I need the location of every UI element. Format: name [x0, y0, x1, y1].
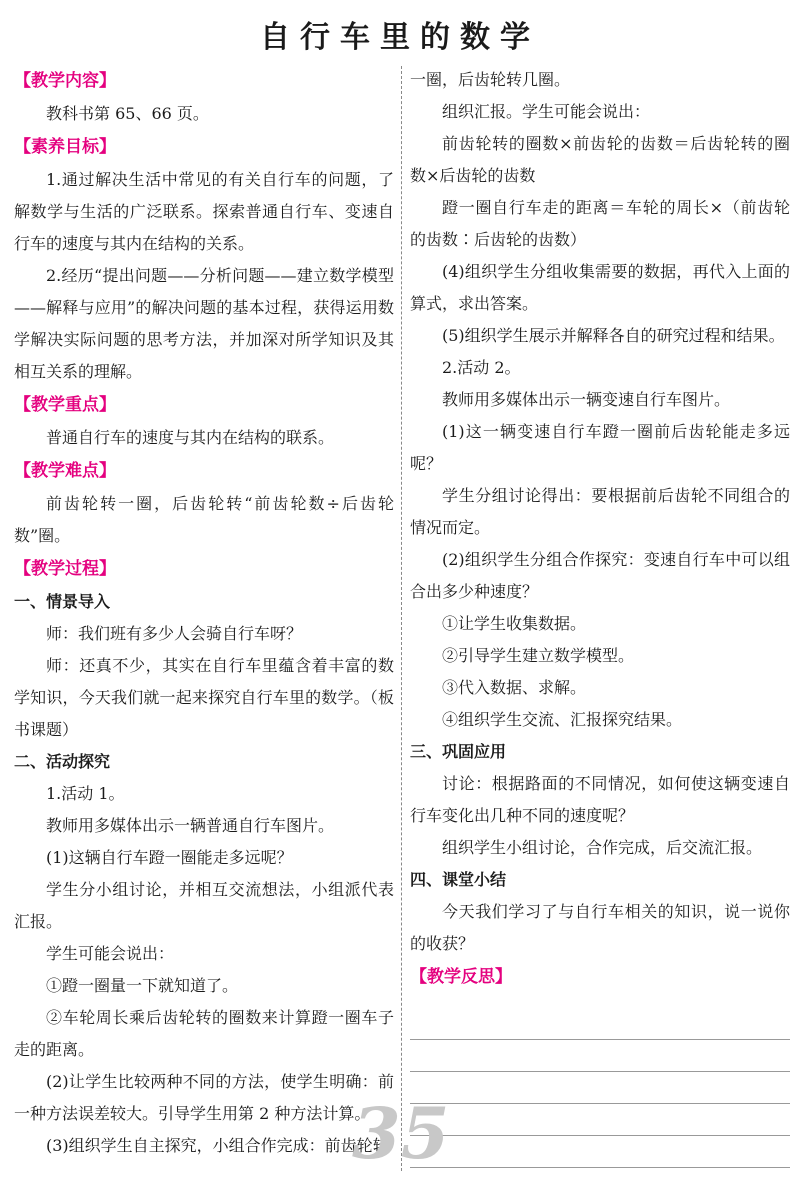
section-3-heading: 三、巩固应用: [410, 742, 507, 761]
goal-1-text: 1.通过解决生活中常见的有关自行车的问题，了解数学与生活的广泛联系。探索普通自行车、变速自行车的速度与其内在结构的关系。: [14, 170, 394, 253]
heading-teaching-content: 【教学内容】: [14, 71, 116, 91]
process-paragraph: ①让学生收集数据。: [442, 614, 587, 633]
writing-line: [410, 1072, 790, 1104]
writing-line: [410, 1136, 790, 1168]
process-paragraph: 教师用多媒体出示一辆变速自行车图片。: [442, 390, 731, 409]
process-paragraph: 1.活动 1。: [46, 784, 125, 803]
process-paragraph: 今天我们学习了与自行车相关的知识，说一说你的收获？: [410, 902, 790, 953]
formula-text: 蹬一圈自行车走的距离＝车轮的周长×（前齿轮的齿数∶后齿轮的齿数）: [410, 198, 790, 249]
process-paragraph: (2)组织学生分组合作探究：变速自行车中可以组合出多少种速度？: [410, 550, 790, 601]
process-paragraph: 组织学生小组讨论，合作完成，后交流汇报。: [442, 838, 763, 857]
process-paragraph: ②车轮周长乘后齿轮转的圈数来计算蹬一圈车子走的距离。: [14, 1008, 394, 1059]
process-paragraph: 师：我们班有多少人会骑自行车呀？: [46, 624, 303, 643]
section-1-heading: 一、情景导入: [14, 592, 111, 611]
process-paragraph: ②引导学生建立数学模型。: [442, 646, 635, 665]
process-paragraph: 讨论：根据路面的不同情况，如何使这辆变速自行车变化出几种不同的速度呢？: [410, 774, 790, 825]
page-number: 35: [352, 1092, 450, 1175]
section-2-heading: 二、活动探究: [14, 752, 111, 771]
difficulties-text: 前齿轮转一圈，后齿轮转“前齿轮数÷后齿轮数”圈。: [14, 494, 394, 545]
heading-reflection: 【教学反思】: [410, 967, 512, 987]
right-column: [410, 64, 790, 1168]
heading-key-points: 【教学重点】: [14, 395, 116, 415]
process-paragraph: (2)让学生比较两种不同的方法，使学生明确：前一种方法误差较大。引导学生用第 2 种方法计算。: [14, 1072, 394, 1123]
process-paragraph: 学生分组讨论得出：要根据前后齿轮不同组合的情况而定。: [410, 486, 790, 537]
column-divider: [401, 66, 402, 1171]
process-paragraph: (1)这辆自行车蹬一圈能走多远呢？: [46, 848, 293, 867]
key-points-text: 普通自行车的速度与其内在结构的联系。: [46, 428, 335, 447]
left-column: [14, 64, 394, 1162]
process-paragraph: 一圈，后齿轮转几圈。: [410, 70, 571, 89]
process-paragraph: 教师用多媒体出示一辆普通自行车图片。: [46, 816, 335, 835]
formula-text: 前齿轮转的圈数×前齿轮的齿数＝后齿轮转的圈数×后齿轮的齿数: [410, 134, 790, 185]
process-paragraph: (3)组织学生自主探究，小组合作完成：前齿轮转: [46, 1136, 389, 1155]
process-paragraph: 组织汇报。学生可能会说出：: [442, 102, 651, 121]
page-title: 自行车里的数学: [260, 20, 540, 55]
section-4-heading: 四、课堂小结: [410, 870, 507, 889]
heading-goals: 【素养目标】: [14, 137, 116, 157]
process-paragraph: ④组织学生交流、汇报探究结果。: [442, 710, 683, 729]
process-paragraph: ③代入数据、求解。: [442, 678, 587, 697]
process-paragraph: (5)组织学生展示并解释各自的研究过程和结果。: [442, 326, 785, 345]
writing-line: [410, 1008, 790, 1040]
process-paragraph: 学生可能会说出：: [46, 944, 175, 963]
process-paragraph: 学生分小组讨论，并相互交流想法，小组派代表汇报。: [14, 880, 394, 931]
teaching-content-text: 教科书第 65、66 页。: [46, 104, 209, 123]
process-paragraph: 师：还真不少，其实在自行车里蕴含着丰富的数学知识，今天我们就一起来探究自行车里的数学。（板书课题）: [14, 656, 394, 739]
process-paragraph: (1)这一辆变速自行车蹬一圈前后齿轮能走多远呢？: [410, 422, 790, 473]
process-paragraph: (4)组织学生分组收集需要的数据，再代入上面的算式，求出答案。: [410, 262, 790, 313]
heading-difficulties: 【教学难点】: [14, 461, 116, 481]
goal-2-text: 2.经历“提出问题——分析问题——建立数学模型——解释与应用”的解决问题的基本过程，获得运用数学解决实际问题的思考方法，并加深对所学知识及其相互关系的理解。: [14, 266, 394, 381]
writing-line: [410, 1104, 790, 1136]
process-paragraph: ①蹬一圈量一下就知道了。: [46, 976, 239, 995]
heading-process: 【教学过程】: [14, 559, 116, 579]
reflection-writing-lines: [410, 1008, 790, 1168]
process-paragraph: 2.活动 2。: [442, 358, 521, 377]
writing-line: [410, 1040, 790, 1072]
